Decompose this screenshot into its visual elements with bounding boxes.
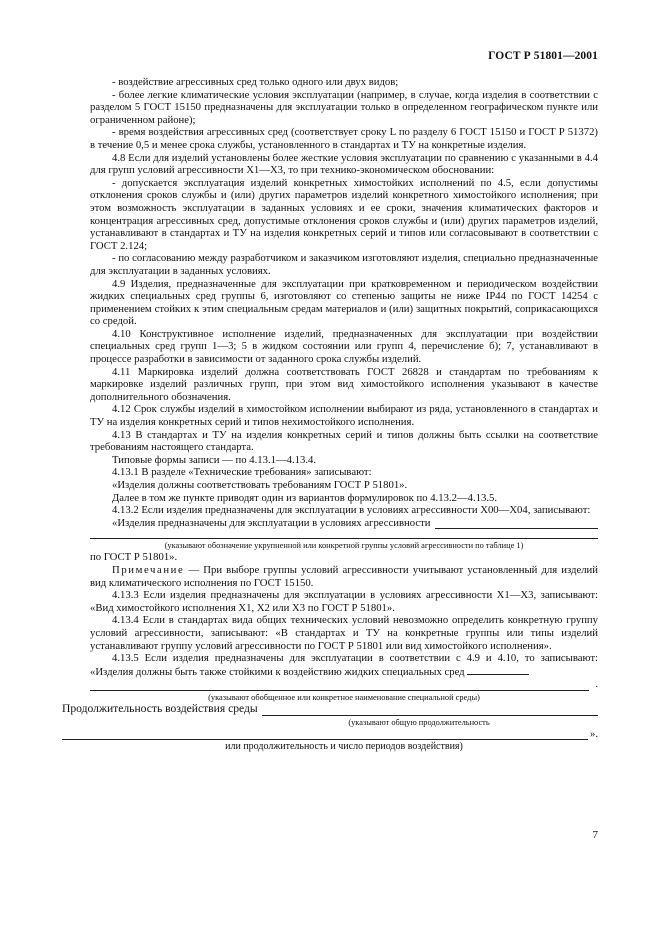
form2-caption3: или продолжительность и число периодов воздействия) <box>225 741 463 753</box>
duration-fill-line-2 <box>62 728 598 741</box>
note-label: Примечание <box>112 563 185 576</box>
form2-fill-line <box>90 678 598 691</box>
paragraph: Типовые формы записи — по 4.13.1—4.13.4. <box>112 453 317 466</box>
form2-blank-line <box>90 680 589 691</box>
form2-line-end: . <box>595 678 598 691</box>
paragraph: 4.11 Маркировка изделий должна соответствовать ГОСТ 26828 и стандартам по требованиям к маркировке изделий различных групп, при этом вид химостойкого исполнения указывают в качестве дополнительного обозначения. <box>90 365 598 403</box>
paragraph: 4.13.1 В разделе «Технические требования» записывают: <box>112 466 372 479</box>
form1-lead: «Изделия предназначены для эксплуатации в условиях агрессивности <box>112 516 431 529</box>
standard-code-header: ГОСТ Р 51801—2001 <box>488 50 598 62</box>
duration-label: Продолжительность воздействия среды <box>62 701 258 715</box>
paragraph: 4.9 Изделия, предназначенные для эксплуатации при кратковременном и периодическом воздействии жидких специальных сред группы 6, изготовляют со степенью защиты не ниже IP44 по ГОСТ 14254 с применением стойких к этим специальным средам материалов и (или) защитных покрытий, соприкасающихся со средой. <box>90 277 598 328</box>
paragraph: 4.12 Срок службы изделий в химостойком исполнении выбирают из ряда, установленного в стандартах и ТУ на изделия конкретных серий и типов нехимостойкого исполнения. <box>90 403 598 429</box>
paragraph: 4.13.3 Если изделия предназначены для эксплуатации в условиях агрессивности Х1—Х3, записывают: «Вид химостойкого исполнения Х1, Х2 или Х3 по ГОСТ Р 51801». <box>90 589 598 614</box>
form1-tail: по ГОСТ Р 51801». <box>90 551 178 564</box>
form2-caption2: (указывают общую продолжительность <box>348 717 490 727</box>
form1-caption: (указывают обозначение укрупненной или конкретной группы условий агрессивности по таблице 1) <box>164 541 524 551</box>
paragraph: 4.13.4 Если в стандартах вида общих технических условий невозможно определить конкретную группу условий агрессивности, записывают: «В стандартах и ТУ на конкретные группы или типы изделий устанавливают группу условий агрессивности по ГОСТ Р 51801 или вид химостойкого исполнения». <box>90 614 598 652</box>
paragraph: - воздействие агрессивных сред только одного или двух видов; <box>112 76 399 88</box>
duration-blank-2 <box>62 729 588 740</box>
form2-lead <box>90 652 598 678</box>
paragraph: - допускается эксплуатация изделий конкретных химостойких исполнений по 4.5, если допустимы отклонения сроков службы и (или) других параметров изделий конкретного химостойкого исполнения; при этом возможность эксплуатации в заданных условиях и ее сроки, значения климатических факторов и концентрация агрессивных сред, допустимые отклонения сроков службы и (или) других параметров изделий, устанавливают в стандартах и ТУ на изделия конкретных серий и типов или согласовывают в соответствии с ГОСТ 2.124; <box>90 176 598 252</box>
document-body <box>62 76 598 753</box>
paragraph: «Изделия должны соответствовать требованиям ГОСТ Р 51801». <box>112 479 408 491</box>
note-text: — При выборе группы условий агрессивности учитывают установленный для изделий вид климатического исполнения по ГОСТ 15150. <box>90 563 598 589</box>
form2-lead-text: 4.13.5 Если изделия предназначены для эксплуатации в соответствии с 4.9 и 4.10, то записывают: «Изделия должны быть также стойкими к воздействию жидких специальных сред <box>90 652 598 678</box>
form2-caption1: (указывают обобщенное или конкретное наименование специальной среды) <box>208 692 480 702</box>
paragraph: - время воздействия агрессивных сред (соответствует сроку L по разделу 6 ГОСТ 15150 и ГОСТ Р 51372) в течение 0,5 и менее срока службы, установленного в стандартах и ТУ на конкретные изделия. <box>90 126 598 151</box>
form2-blank <box>467 665 529 675</box>
form2-line-end2: ». <box>589 727 598 740</box>
duration-blank <box>262 705 598 716</box>
page-number: 7 <box>592 829 598 841</box>
paragraph: - более легкие климатические условия эксплуатации (например, в случае, когда изделия в соответствии с разделом 5 ГОСТ 15150 предназначены для эксплуатации только в определенном географическом пункте или ограниченном районе); <box>90 88 598 126</box>
form1-blank-line <box>90 529 598 539</box>
duration-fill-line <box>62 703 598 716</box>
form1-blank <box>435 518 598 529</box>
paragraph: 4.10 Конструктивное исполнение изделий, предназначенных для эксплуатации при воздействии специальных сред групп 1—3; 5 в жидком состоянии или групп 4, перечисление б); 7, устанавливают в процессе разработки в зависимости от заданного срока службы изделий. <box>90 327 598 366</box>
form1-fill-line <box>90 517 598 530</box>
note <box>90 564 598 589</box>
paragraph: Далее в том же пункте приводят один из вариантов формулировок по 4.13.2—4.13.5. <box>112 491 498 504</box>
paragraph: 4.13.2 Если изделия предназначены для эксплуатации в условиях агрессивности Х00—Х04, записывают: <box>112 504 591 517</box>
paragraph: 4.8 Если для изделий установлены более жесткие условия эксплуатации по сравнению с указанными в 4.4 для групп условий агрессивности Х1—Х3, то при технико-экономическом обосновании: <box>90 151 598 177</box>
paragraph: 4.13 В стандартах и ТУ на изделия конкретных серий и типов должны быть ссылки на соответствие требованиям настоящего стандарта. <box>90 428 598 454</box>
paragraph: - по согласованию между разработчиком и заказчиком изготовляют изделия, специально предназначенные для эксплуатации в заданных условиях. <box>90 252 598 277</box>
